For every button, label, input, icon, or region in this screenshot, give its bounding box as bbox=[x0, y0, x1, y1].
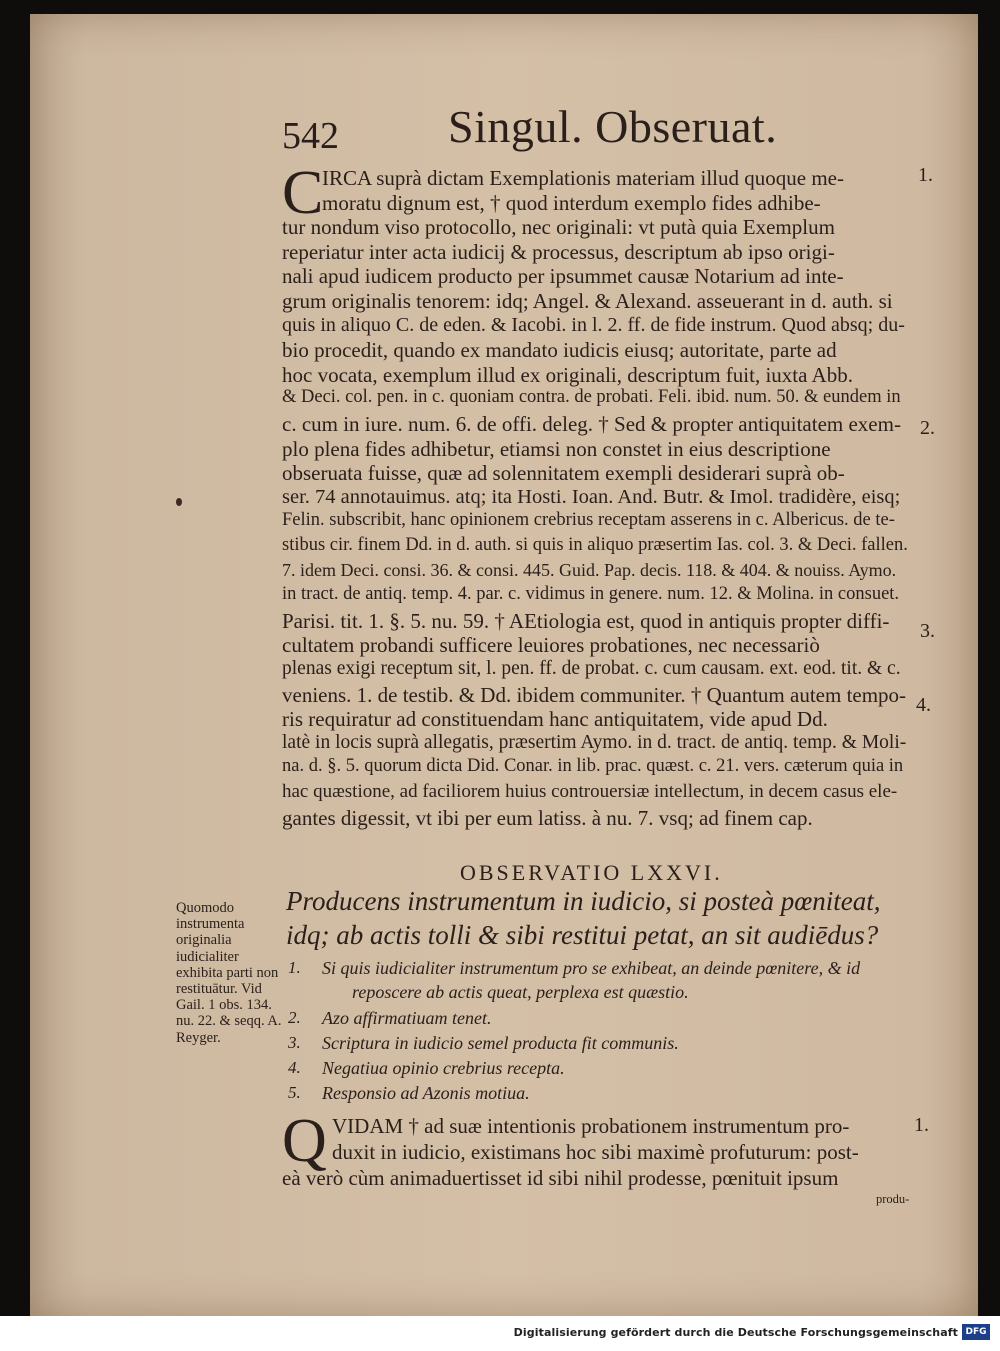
drop-cap: Q bbox=[282, 1107, 327, 1175]
text-line: veniens. 1. de testib. & Dd. ibidem communiter. † Quantum autem tempo- bbox=[282, 682, 907, 707]
summary-text: Responsio ad Azonis motiua. bbox=[322, 1083, 530, 1103]
observatio-question-line: idq; ab actis tolli & sibi restitui petat, an sit audiēdus? bbox=[286, 920, 879, 950]
text-line: moratu dignum est, † quod interdum exemplo fides adhibe- bbox=[322, 190, 821, 215]
text-line: stibus cir. finem Dd. in d. auth. si quis in aliquo præsertim Ias. col. 3. & Deci. fallen. bbox=[282, 535, 908, 555]
text-line: bio procedit, quando ex mandato iudicis eiusq; autoritate, parte ad bbox=[282, 338, 837, 363]
text-line: cultatem probandi sufficere leuiores probationes, nec necessariò bbox=[282, 633, 820, 658]
text-line: plenas exigi receptum sit, l. pen. ff. de probat. c. cum causam. ext. eod. tit. & c. bbox=[282, 658, 901, 679]
summary-number: 1. bbox=[288, 958, 301, 977]
text-line: ris requiratur ad constituendam hanc antiquitatem, vide apud Dd. bbox=[282, 707, 828, 732]
summary-number: 3. bbox=[288, 1033, 301, 1052]
text-line: produ- bbox=[876, 1192, 910, 1206]
text-line: grum originalis tenorem: idq; Angel. & Alexand. asseuerant in d. auth. si bbox=[282, 289, 893, 313]
text-line: plo plena fides adhibetur, etiamsi non constet in eius descriptione bbox=[282, 436, 831, 461]
summary-text: Si quis iudicialiter instrumentum pro se exhibeat, an deinde pœnitere, & id bbox=[322, 958, 861, 978]
margin-number: 1. bbox=[918, 164, 933, 186]
margin-number: 3. bbox=[920, 620, 935, 642]
text-line: hoc vocata, exemplum illud ex originali, descriptum fuit, iuxta Abb. bbox=[282, 362, 853, 387]
text-line: eà verò cùm animaduertisset id sibi nihil prodesse, pœnituit ipsum bbox=[282, 1166, 839, 1190]
footer-bar bbox=[0, 1316, 1000, 1351]
text-line: obseruata fuisse, quæ ad solennitatem exempli desiderari suprà ob- bbox=[282, 461, 845, 486]
margin-number: 1. bbox=[914, 1114, 929, 1136]
text-line: c. cum in iure. num. 6. de offi. deleg. † Sed & propter antiquitatem exem- bbox=[282, 412, 901, 436]
summary-number: 4. bbox=[288, 1058, 301, 1077]
footer-credit: Digitalisierung gefördert durch die Deutsche Forschungsgemeinschaft bbox=[513, 1326, 958, 1339]
scanned-page bbox=[30, 14, 978, 1316]
observatio-question-line: Producens instrumentum in iudicio, si posteà pœniteat, bbox=[286, 886, 881, 916]
page-number: 542 bbox=[282, 115, 339, 157]
text-line: IRCA suprà dictam Exemplationis materiam illud quoque me- bbox=[322, 166, 844, 190]
text-line: quis in aliquo C. de eden. & Iacobi. in l. 2. ff. de fide instrum. Quod absq; du- bbox=[282, 313, 905, 336]
marginal-sidenote: Quomodo instrumenta originalia iudicialiter exhibita parti non restituātur. Vid Gail. 1 obs. 134. nu. 22. & seqq. A. Reyger. bbox=[176, 900, 282, 1046]
summary-text: Negatiua opinio crebrius recepta. bbox=[322, 1058, 565, 1078]
text-line: latè in locis suprà allegatis, præsertim Aymo. in d. tract. de antiq. temp. & Moli- bbox=[282, 731, 907, 753]
margin-number: 2. bbox=[920, 417, 935, 439]
text-line: duxit in iudicio, existimans hoc sibi maximè profuturum: post- bbox=[332, 1140, 859, 1164]
summary-text: reposcere ab actis queat, perplexa est quæstio. bbox=[352, 982, 689, 1002]
text-line: VIDAM † ad suæ intentionis probationem instrumentum pro- bbox=[332, 1114, 850, 1138]
text-line: tur nondum viso protocollo, nec originali: vt putà quia Exemplum bbox=[282, 215, 835, 240]
text-line: in tract. de antiq. temp. 4. par. c. vidimus in genere. num. 12. & Molina. in consuet. bbox=[282, 584, 900, 605]
drop-cap: C bbox=[282, 159, 324, 227]
text-line: gantes digessit, vt ibi per eum latiss. à nu. 7. vsq; ad finem cap. bbox=[282, 805, 813, 830]
text-line: 7. idem Deci. consi. 36. & consi. 445. Guid. Pap. decis. 118. & 404. & nouiss. Aymo. bbox=[282, 559, 897, 580]
text-line: nali apud iudicem producto per ipsummet causæ Notarium ad inte- bbox=[282, 264, 844, 289]
summary-number: 2. bbox=[288, 1008, 301, 1027]
summary-text: Azo affirmatiuam tenet. bbox=[322, 1008, 492, 1028]
text-line: Felin. subscribit, hanc opinionem crebrius receptam asserens in c. Albericus. de te- bbox=[282, 510, 895, 531]
running-head: Singul. Obseruat. bbox=[448, 101, 778, 152]
text-line: & Deci. col. pen. in c. quoniam contra. de probati. Feli. ibid. num. 50. & eundem in bbox=[282, 387, 901, 408]
dfg-logo: DFG bbox=[962, 1324, 990, 1340]
text-line: Parisi. tit. 1. §. 5. nu. 59. † AEtiologia est, quod in antiquis propter diffi- bbox=[282, 608, 890, 633]
text-line: reperiatur inter acta iudicij & processus, descriptum ab ipso origi- bbox=[282, 239, 835, 264]
summary-text: Scriptura in iudicio semel producta fit communis. bbox=[322, 1033, 679, 1053]
text-line: ser. 74 annotauimus. atq; ita Hosti. Ioan. And. Butr. & Imol. tradidère, eisq; bbox=[282, 485, 901, 508]
text-line: na. d. §. 5. quorum dicta Did. Conar. in lib. prac. quæst. c. 21. vers. cæterum quia in bbox=[282, 756, 904, 777]
ink-blot bbox=[176, 498, 182, 506]
text-line: hac quæstione, ad faciliorem huius controuersiæ intellectum, in decem casus ele- bbox=[282, 781, 898, 802]
observatio-title: OBSERVATIO LXXVI. bbox=[460, 860, 723, 885]
margin-number: 4. bbox=[916, 694, 931, 716]
summary-number: 5. bbox=[288, 1083, 301, 1102]
